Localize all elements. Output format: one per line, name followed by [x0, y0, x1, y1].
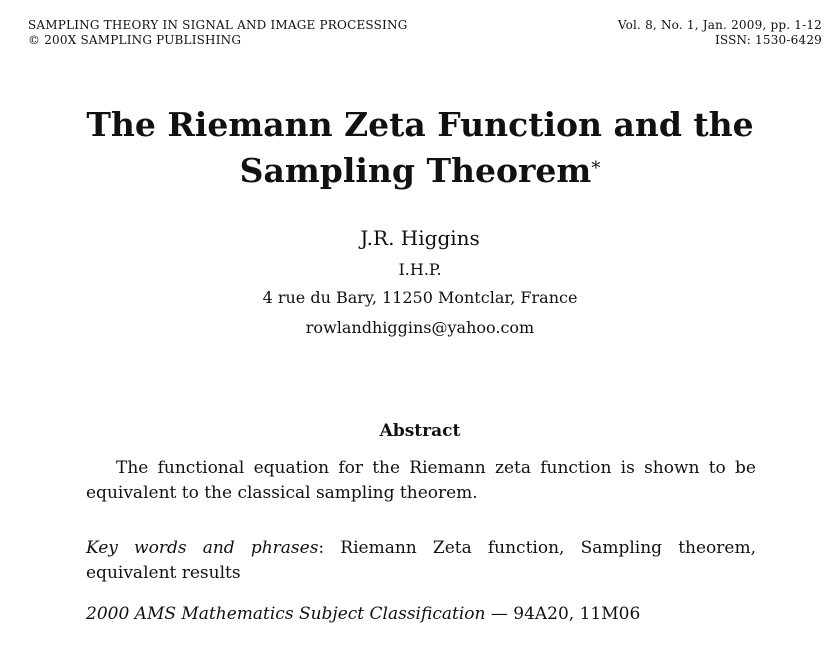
classification-codes: 94A20, 11M06 — [513, 604, 641, 624]
publisher-copyright: © 200X SAMPLING PUBLISHING — [28, 33, 242, 47]
abstract-heading: Abstract — [379, 421, 461, 441]
keywords-text: Riemann Zeta function, Sampling theorem, equivalent results — [86, 538, 756, 583]
keywords — [86, 536, 756, 586]
issn: ISSN: 1530-6429 — [714, 33, 822, 47]
classification-label: 2000 AMS Mathematics Subject Classification — [86, 604, 486, 624]
classification-separator: — — [485, 604, 514, 624]
title-line-1: The Riemann Zeta Function and the — [86, 105, 754, 144]
journal-info — [28, 18, 407, 48]
author-address: 4 rue du Bary, 11250 Montclar, France — [262, 288, 578, 307]
volume-info: Vol. 8, No. 1, Jan. 2009, pp. 1-12 — [617, 18, 822, 32]
title-line-2 — [0, 148, 840, 194]
keywords-label: Key words and phrases — [86, 538, 319, 558]
author-institution: I.H.P. — [398, 260, 442, 279]
title-line-2-text: Sampling Theorem — [239, 151, 592, 190]
issue-info — [618, 18, 822, 48]
keywords-separator: : — [318, 538, 341, 558]
author-name: J.R. Higgins — [360, 226, 480, 250]
abstract-text: The functional equation for the Riemann zeta function is shown to be equivalent to the classical sampling theorem. — [86, 458, 756, 503]
journal-name: SAMPLING THEORY IN SIGNAL AND IMAGE PROCESSING — [28, 18, 408, 32]
paper-title — [0, 102, 840, 194]
subject-classification — [86, 602, 786, 627]
title-footnote-mark: * — [591, 158, 601, 179]
author-email: rowlandhiggins@yahoo.com — [305, 318, 535, 337]
